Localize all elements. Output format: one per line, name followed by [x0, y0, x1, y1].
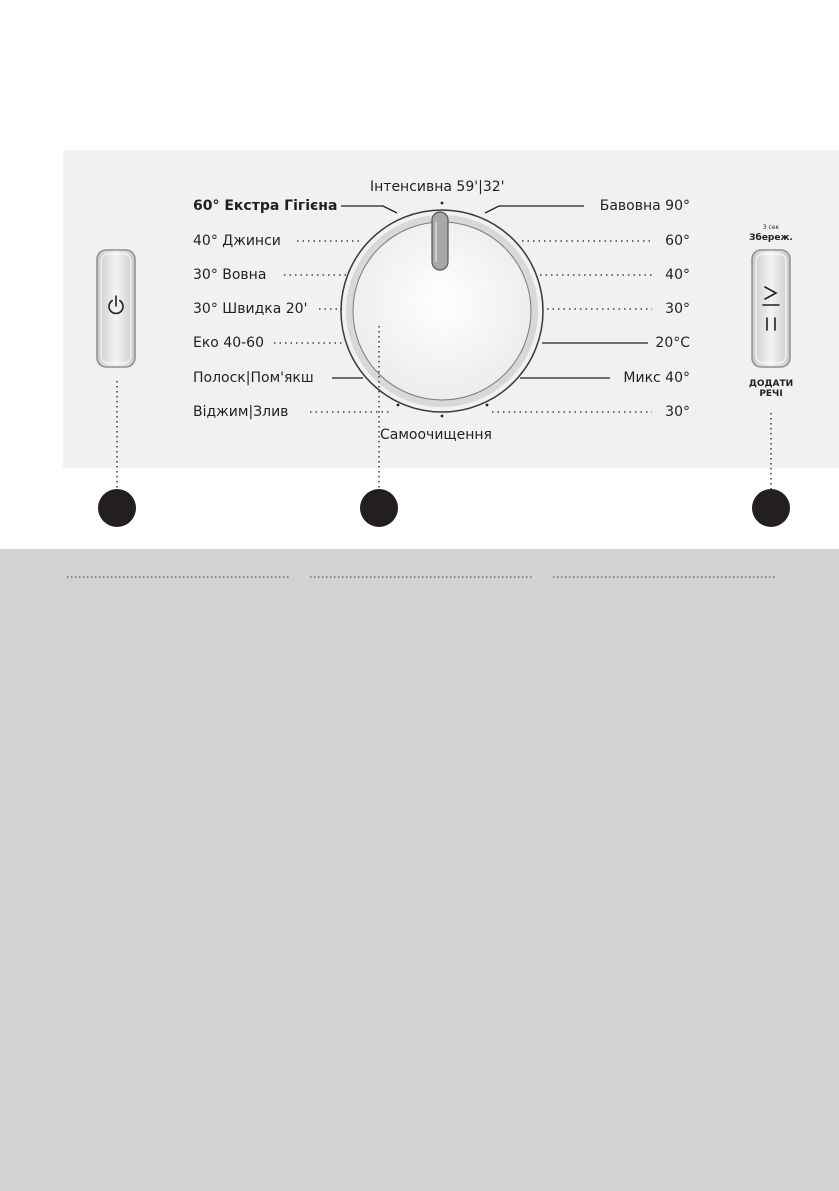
program-label-right: 30°	[665, 404, 690, 420]
dial-pointer	[432, 212, 448, 270]
hold-note: 3 сек	[762, 224, 780, 231]
program-label-left: 40° Джинси	[193, 233, 281, 249]
program-label-left: Еко 40-60	[193, 335, 264, 351]
add-items-label-line1: ДОДАТИ	[748, 379, 794, 389]
program-label-left: 30° Швидка 20'	[193, 301, 308, 317]
program-label-right: 30°	[665, 301, 690, 317]
power-button[interactable]	[97, 250, 135, 367]
program-label-left: Віджим|Злив	[193, 404, 289, 420]
program-dial[interactable]	[341, 210, 543, 412]
callout-marker-dial	[360, 489, 398, 527]
dial-label-top: Інтенсивна 59'|32'	[370, 179, 505, 195]
callout-marker-start-pause	[752, 489, 790, 527]
add-items-label-line2: РЕЧІ	[759, 389, 783, 399]
start-pause-button[interactable]	[752, 250, 790, 367]
program-label-right: 60°	[665, 233, 690, 249]
callout-markers	[98, 489, 790, 527]
program-label-right: 40°	[665, 267, 690, 283]
callout-marker-power	[98, 489, 136, 527]
hold-save-label: Збереж.	[749, 233, 793, 243]
program-label-left: Полоск|Пом'якш	[193, 370, 314, 386]
program-label-left: 60° Екстра Гігієна	[193, 198, 338, 214]
program-label-right: 20°C	[655, 335, 690, 351]
program-label-left: 30° Вовна	[193, 267, 267, 283]
dial-label-bottom: Самоочищення	[380, 427, 492, 443]
program-label-right: Бавовна 90°	[599, 198, 690, 214]
program-label-right: Микс 40°	[623, 370, 690, 386]
lower-area	[0, 549, 839, 1191]
